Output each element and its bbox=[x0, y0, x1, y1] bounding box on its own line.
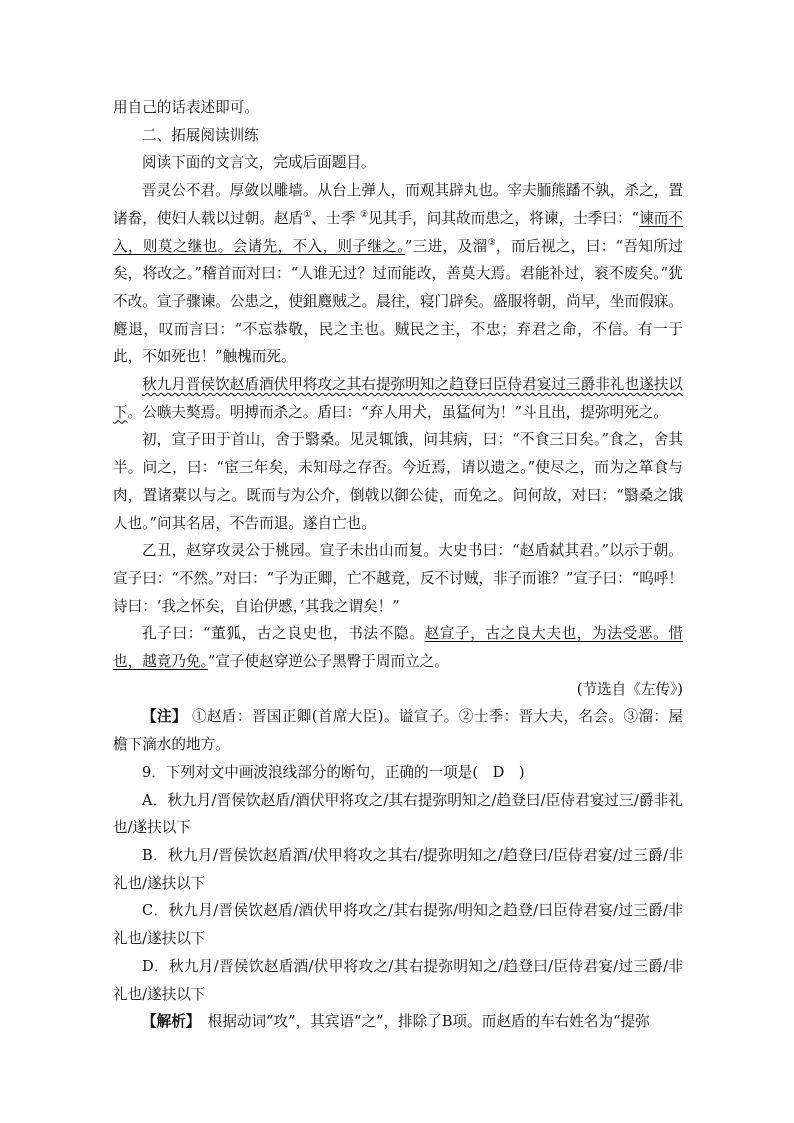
text-run: 、士季 bbox=[311, 209, 361, 227]
note-text: ①赵盾：晋国正卿(首席大臣)。谥宣子。②士季：晋大夫，名会。③溜：屋檐下滴水的地方。 bbox=[113, 708, 683, 754]
note-label: 【注】 bbox=[142, 708, 187, 726]
option-b: B．秋九月/晋侯饮赵盾酒/伏甲将攻之其右/提弥明知之/趋登曰/臣侍君宴/过三爵/非礼也/遂扶以下 bbox=[113, 846, 683, 892]
passage-paragraph-4: 乙丑，赵穿攻灵公于桃园。宣子未出山而复。大史书曰：“赵盾弑其君。”以示于朝。宣子曰：“不然。”对曰：“子为正卿，亡不越竟，反不讨贼，非子而谁？”宣子曰：“呜呼！诗曰：‘我之怀矣，自诒伊慼，’其我之谓矣！” bbox=[113, 542, 683, 615]
wavy-underlined-sentence: 秋九月晋侯饮赵盾酒伏甲将攻之其右提弥明知之趋登曰臣侍君宴过三爵非礼也遂扶以下 bbox=[113, 376, 683, 421]
text-run: 晋灵公不君。厚敛以雕墙。从台上弹人，而观其辟丸也。宰夫胹熊蹯不孰，杀之，置诸畚，使妇人载以过朝。赵盾 bbox=[113, 182, 683, 227]
document-body bbox=[113, 94, 683, 1036]
section-heading: 二、拓展阅读训练 bbox=[142, 126, 259, 144]
analysis-text: 根据动词“攻”，其宾语“之”，排除了B项。而赵盾的车右姓名为“提弥 bbox=[193, 1013, 650, 1031]
passage-paragraph-1 bbox=[113, 177, 683, 371]
text-run: 孔子曰：“董狐，古之良史也，书法不隐。 bbox=[142, 625, 425, 643]
notes bbox=[113, 703, 683, 758]
option-c: C．秋九月/晋侯饮赵盾/酒伏甲将攻之/其右提弥/明知之趋登/曰臣侍君宴/过三爵/非礼也/遂扶以下 bbox=[113, 902, 683, 948]
text-run: 见其手，问其故而患之，将谏，士季曰：“ bbox=[368, 209, 640, 227]
option-d: D．秋九月/晋侯饮赵盾酒/伏甲将攻之/其右提弥明知之/趋登曰/臣侍君宴/过三爵/非礼也/遂扶以下 bbox=[113, 957, 683, 1003]
instruction: 阅读下面的文言文，完成后面题目。 bbox=[142, 154, 376, 172]
passage-paragraph-2 bbox=[113, 371, 683, 426]
text-run: ”三进，及溜 bbox=[404, 237, 488, 255]
footnote-marker: ② bbox=[360, 209, 369, 220]
passage-paragraph-5 bbox=[113, 620, 683, 675]
passage-paragraph-3: 初，宣子田于首山，舍于翳桑。见灵辄饿，问其病，曰：“不食三日矣。”食之，舍其半。问之，曰：“宦三年矣，未知母之存否。今近焉，请以遗之。”使尽之，而为之箪食与肉，置诸橐以与之。既而与为公介，倒戟以御公徒，而免之。问何故，对曰：“翳桑之饿人也。”问其名居，不告而退。遂自亡也。 bbox=[113, 431, 683, 532]
option-a: A．秋九月/晋侯饮赵盾/酒伏甲将攻之/其右提弥明知之/趋登曰/臣侍君宴过三/爵非礼也/遂扶以下 bbox=[113, 791, 683, 837]
analysis-label: 【解析】 bbox=[142, 1013, 194, 1031]
question-9: 9．下列对文中画波浪线部分的断句，正确的一项是( D ) bbox=[142, 763, 525, 781]
footnote-marker: ③ bbox=[487, 237, 496, 248]
source-citation: (节选自《左传》) bbox=[576, 680, 683, 698]
underlined-sentence: 谏而不入，则莫之继也。会请先，不入，则子继之。 bbox=[113, 209, 684, 255]
text-run: ”宣子使赵穿逆公子黑臀于周而立之。 bbox=[207, 653, 449, 671]
answer-tail: 用自己的话表述即可。 bbox=[113, 99, 259, 116]
analysis bbox=[113, 1008, 683, 1036]
text-run: ，而后视之，曰：“吾知所过矣，将改之。”稽首而对曰：“人谁无过？过而能改，善莫大焉。君能补过，衮不废矣。”犹不改。宣子骤谏。公患之，使鉏麑贼之。晨往，寝门辟矣。盛服将朝，尚早，坐而假寐。麑退，叹而言曰：“不忘恭敬，民之主也。贼民之主，不忠；弃君之命，不信。有一于此，不如死也！”触槐而死。 bbox=[113, 237, 683, 366]
underlined-sentence: 赵宣子，古之良大夫也，为法受恶。惜也，越竟乃免。 bbox=[113, 625, 683, 671]
text-run: 。公嗾夫獒焉。明搏而杀之。盾曰：“弃人用犬，虽猛何为！”斗且出，提弥明死之。 bbox=[127, 403, 668, 421]
footnote-marker: ① bbox=[303, 209, 312, 220]
